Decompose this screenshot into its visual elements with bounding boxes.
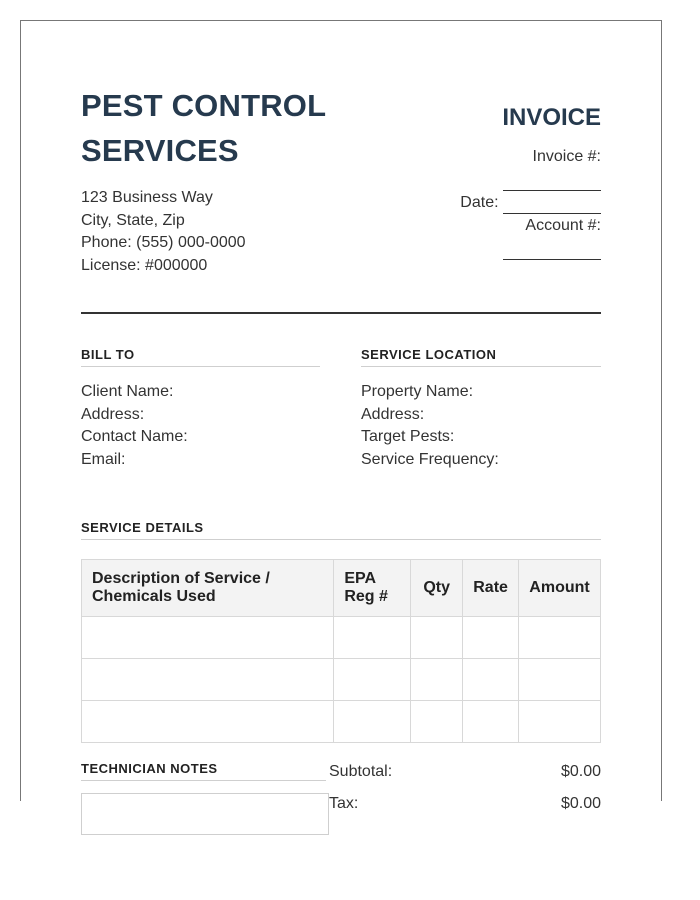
cell-amount[interactable] bbox=[519, 659, 601, 701]
bill-to-fields bbox=[81, 381, 321, 471]
invoice-content bbox=[81, 21, 601, 812]
company-address-line2: City, State, Zip bbox=[81, 211, 185, 229]
cell-amount[interactable] bbox=[519, 701, 601, 743]
service-location-fields bbox=[361, 381, 601, 471]
column-header-amount: Amount bbox=[519, 560, 601, 617]
invoice-meta bbox=[371, 103, 601, 260]
invoice-account-label: Account #: bbox=[525, 217, 601, 234]
bill-to-client-name: Client Name: bbox=[81, 383, 174, 400]
company-phone: Phone: (555) 000-0000 bbox=[81, 234, 246, 251]
service-location-target-pests: Target Pests: bbox=[361, 428, 455, 445]
cell-qty[interactable] bbox=[411, 701, 463, 743]
table-row bbox=[82, 659, 601, 701]
cell-qty[interactable] bbox=[411, 659, 463, 701]
service-details-heading: SERVICE DETAILS bbox=[81, 520, 601, 540]
service-location-frequency: Service Frequency: bbox=[361, 450, 499, 468]
bill-to-heading: BILL TO bbox=[81, 347, 320, 367]
cell-description[interactable] bbox=[82, 617, 334, 659]
service-location-address: Address: bbox=[361, 405, 425, 423]
technician-notes-box[interactable] bbox=[81, 793, 329, 835]
bill-to-email: Email: bbox=[81, 450, 126, 468]
invoice-date-row bbox=[371, 191, 601, 214]
cell-amount[interactable] bbox=[519, 617, 601, 659]
subtotal-value: $0.00 bbox=[560, 763, 601, 780]
column-header-qty: Qty bbox=[411, 560, 463, 617]
column-header-epa: EPA Reg # bbox=[334, 560, 411, 617]
column-header-rate: Rate bbox=[463, 560, 519, 617]
cell-epa[interactable] bbox=[334, 617, 411, 659]
table-row bbox=[82, 701, 601, 743]
invoice-page bbox=[20, 20, 662, 812]
bill-to-contact-name: Contact Name: bbox=[81, 428, 188, 445]
column-header-description: Description of Service / Chemicals Used bbox=[82, 560, 334, 617]
company-license: License: #000000 bbox=[81, 256, 208, 274]
cell-rate[interactable] bbox=[463, 617, 519, 659]
subtotal-label: Subtotal: bbox=[329, 763, 393, 780]
cell-epa[interactable] bbox=[334, 659, 411, 701]
service-details-table bbox=[81, 559, 601, 743]
bill-to-address: Address: bbox=[81, 405, 145, 423]
table-row bbox=[82, 617, 601, 659]
invoice-account-field[interactable] bbox=[371, 237, 601, 260]
header-divider bbox=[81, 312, 601, 314]
cell-rate[interactable] bbox=[463, 659, 519, 701]
cell-rate[interactable] bbox=[463, 701, 519, 743]
company-info bbox=[81, 187, 341, 277]
totals-block bbox=[329, 761, 601, 825]
service-location-heading: SERVICE LOCATION bbox=[361, 347, 601, 367]
tax-value: $0.00 bbox=[560, 795, 601, 812]
invoice-number-blank[interactable] bbox=[503, 174, 601, 191]
invoice-number-label: Invoice #: bbox=[532, 148, 601, 165]
invoice-account-blank[interactable] bbox=[503, 243, 601, 260]
service-location-property-name: Property Name: bbox=[361, 383, 474, 400]
cell-description[interactable] bbox=[82, 701, 334, 743]
company-address-line1: 123 Business Way bbox=[81, 189, 213, 206]
invoice-date-blank[interactable] bbox=[503, 197, 601, 214]
cell-qty[interactable] bbox=[411, 617, 463, 659]
invoice-title: INVOICE bbox=[502, 104, 601, 131]
invoice-date-label: Date: bbox=[460, 194, 499, 211]
table-header-row bbox=[82, 560, 601, 617]
invoice-number-field[interactable] bbox=[371, 168, 601, 191]
cell-epa[interactable] bbox=[334, 701, 411, 743]
subtotal-row bbox=[329, 761, 601, 793]
tax-label: Tax: bbox=[329, 795, 359, 812]
cell-description[interactable] bbox=[82, 659, 334, 701]
technician-notes-heading: TECHNICIAN NOTES bbox=[81, 761, 326, 781]
tax-row bbox=[329, 793, 601, 825]
company-name: PEST CONTROL SERVICES bbox=[81, 88, 326, 168]
